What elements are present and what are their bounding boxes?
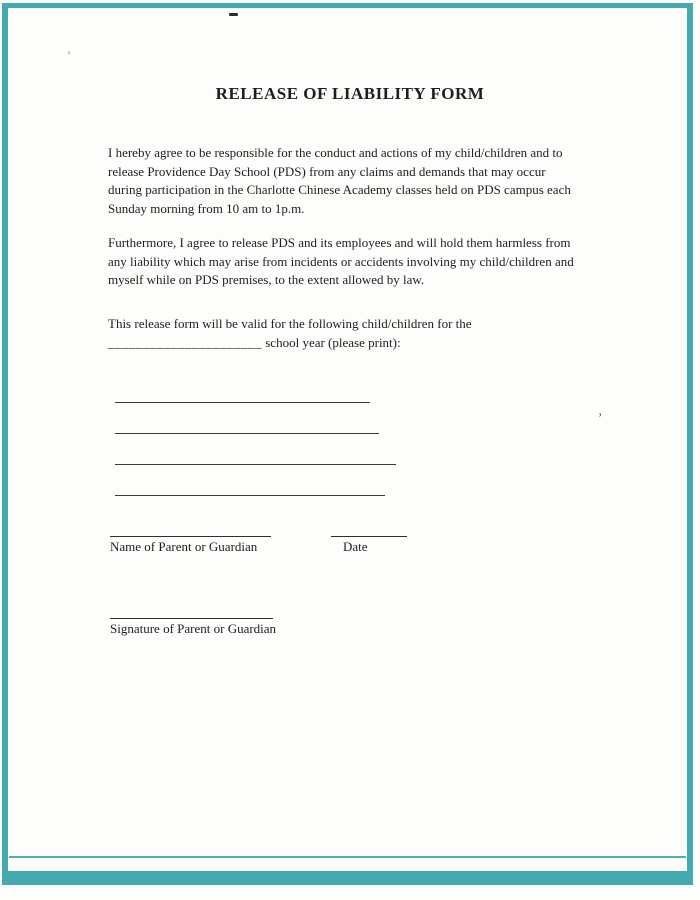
paragraph-line [108, 334, 472, 353]
paragraph-line: Sunday morning from 10 am to 1p.m. [108, 200, 305, 216]
paragraph-line: Furthermore, I agree to release PDS and its employees and will hold them harmless from [108, 235, 571, 250]
date-label: Date [343, 539, 368, 554]
paragraph-line: during participation in the Charlotte Chinese Academy classes held on PDS campus each [108, 182, 571, 197]
document-title: RELEASE OF LIABILITY FORM [215, 84, 485, 103]
page-border-bottom-line [9, 856, 686, 858]
child-name-blank-line [115, 495, 385, 496]
scan-artifact-mark: ’ [67, 48, 71, 62]
paragraph-line: release Providence Day School (PDS) from any claims and demands that may occur [108, 163, 546, 179]
signature-blank-line [110, 618, 273, 619]
paragraph-line: This release form will be valid for the following child/children for the [108, 316, 472, 331]
child-name-blank-line [115, 464, 396, 465]
parent-name-field [110, 536, 271, 555]
paragraph-responsibility [108, 144, 571, 218]
paragraph-line: I hereby agree to be responsible for the conduct and actions of my child/children and to [108, 145, 563, 160]
signature-label: Signature of Parent or Guardian [110, 621, 277, 636]
school-year-blank: ______________________ [108, 334, 262, 350]
paragraph-line: any liability which may arise from incidents or accidents involving my child/children and [108, 253, 574, 269]
date-field [331, 536, 407, 555]
paragraph-release-liability [108, 234, 574, 290]
scan-artifact-apostrophe: ’ [598, 410, 603, 425]
paragraph-line-rest: school year (please print): [262, 334, 401, 350]
page-border-frame [2, 3, 693, 885]
signature-field [110, 618, 276, 637]
parent-name-label: Name of Parent or Guardian [110, 539, 258, 554]
child-name-blank-line [115, 433, 379, 434]
scan-artifact-dash [229, 13, 238, 16]
child-name-blank-line [115, 402, 370, 403]
parent-name-blank-line [110, 536, 271, 537]
paragraph-line: myself while on PDS premises, to the extent allowed by law. [108, 272, 425, 287]
paragraph-school-year [108, 315, 472, 352]
date-blank-line [331, 536, 407, 537]
